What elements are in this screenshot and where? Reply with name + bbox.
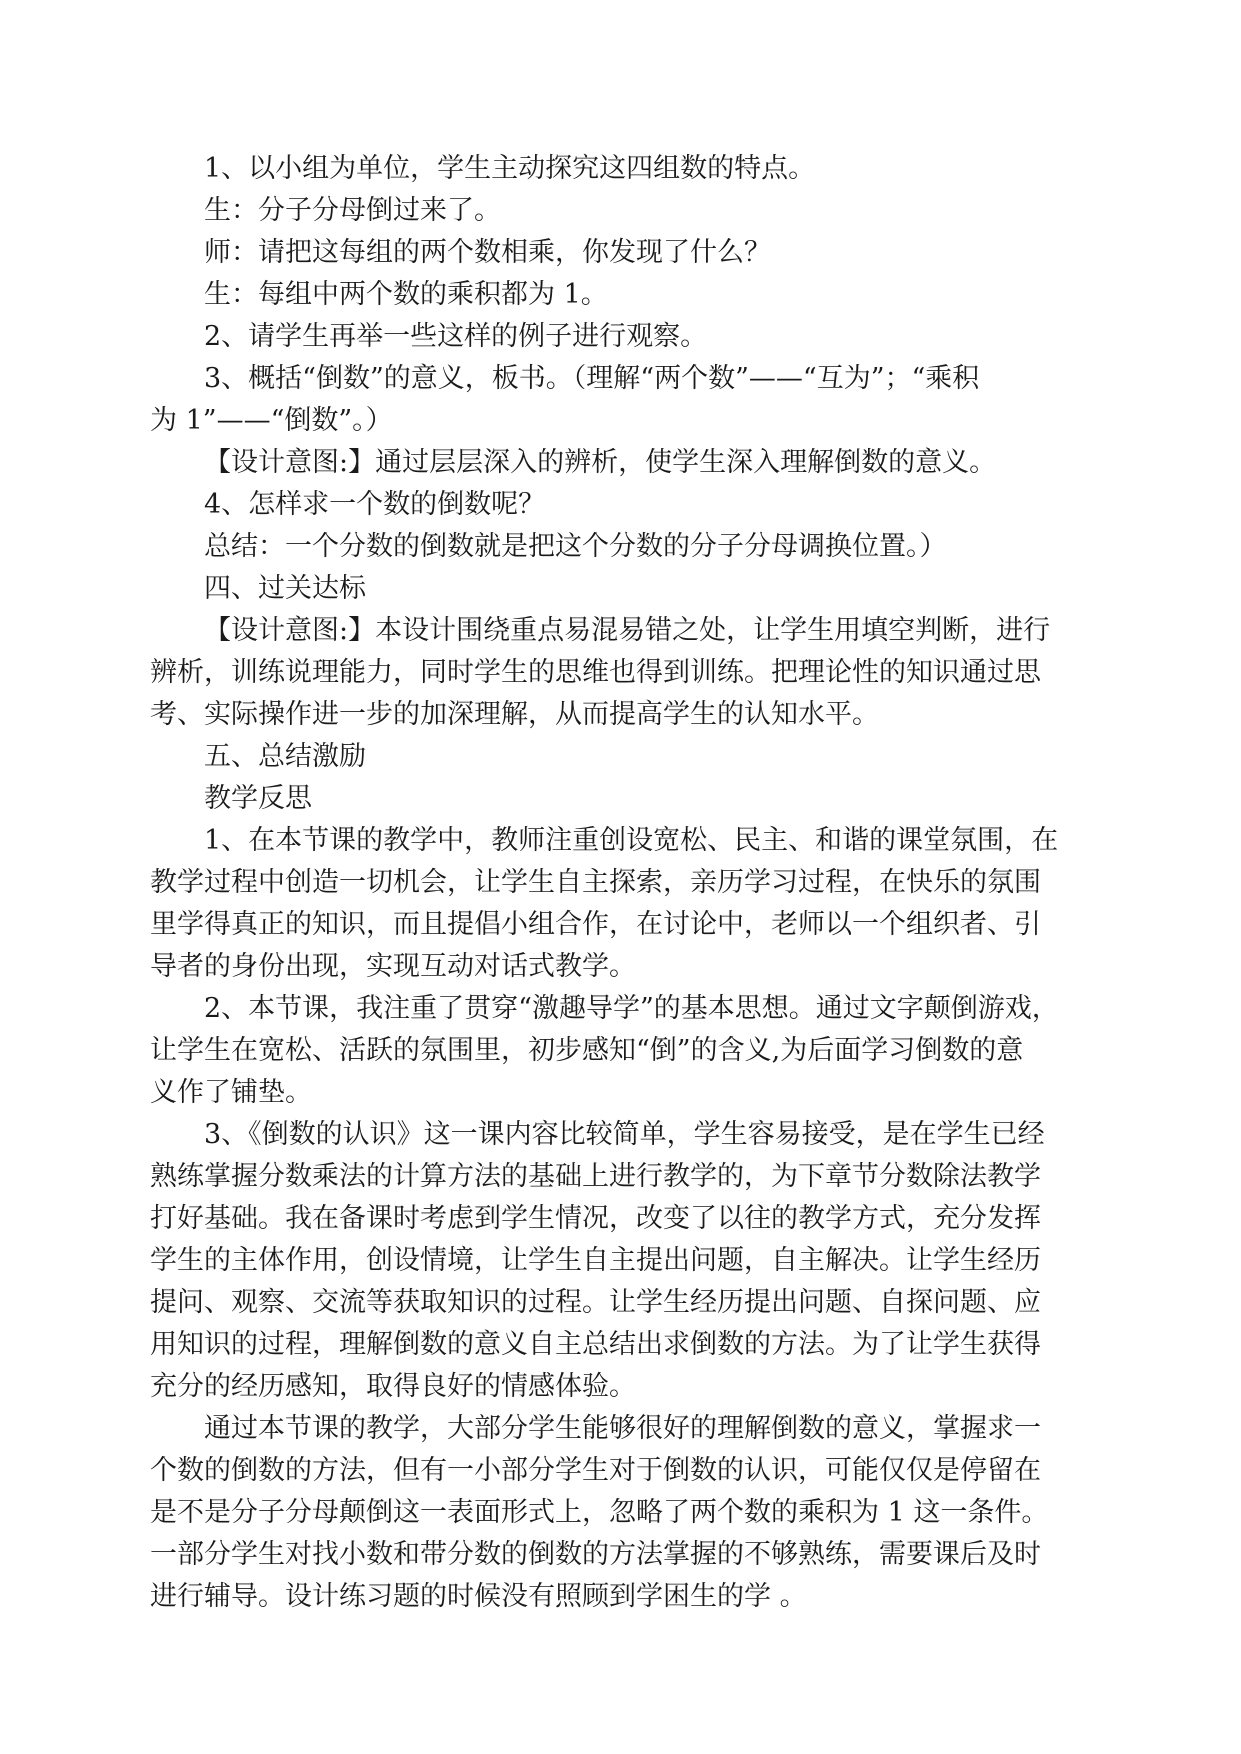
paragraph (150, 274, 1140, 316)
section-heading (150, 568, 1140, 610)
text-line: 考、实际操作进一步的加深理解，从而提高学生的认知水平。 (150, 699, 879, 730)
text-line: 4、怎样求一个数的倒数呢？ (204, 489, 546, 520)
text-line: 打好基础。我在备课时考虑到学生情况，改变了以往的教学方式，充分发挥 (150, 1203, 1041, 1234)
text-line: 五、总结激励 (204, 741, 366, 772)
text-line: 生：每组中两个数的乘积都为 1。 (204, 279, 608, 310)
text-line: 师：请把这每组的两个数相乘，你发现了什么？ (204, 237, 771, 268)
text-line: 让学生在宽松、活跃的氛围里，初步感知“倒”的含义,为后面学习倒数的意 (150, 1035, 1024, 1066)
section-heading (150, 778, 1140, 820)
text-line: 义作了铺垫。 (150, 1077, 312, 1108)
text-line: 学生的主体作用，创设情境，让学生自主提出问题，自主解决。让学生经历 (150, 1245, 1041, 1276)
text-line: 【设计意图:】通过层层深入的辨析，使学生深入理解倒数的意义。 (204, 447, 997, 478)
text-line: 教学过程中创造一切机会，让学生自主探索，亲历学习过程，在快乐的氛围 (150, 867, 1041, 898)
text-line: 辨析，训练说理能力，同时学生的思维也得到训练。把理论性的知识通过思 (150, 657, 1041, 688)
text-line: 1、在本节课的教学中，教师注重创设宽松、民主、和谐的课堂氛围，在 (204, 825, 1059, 856)
text-line: 教学反思 (204, 783, 312, 814)
text-line: 【设计意图:】本设计围绕重点易混易错之处，让学生用填空判断，进行 (204, 615, 1051, 646)
text-line: 通过本节课的教学，大部分学生能够很好的理解倒数的意义，掌握求一 (204, 1413, 1041, 1444)
section-heading (150, 736, 1140, 778)
text-line: 提问、观察、交流等获取知识的过程。让学生经历提出问题、自探问题、应 (150, 1287, 1041, 1318)
paragraph (150, 484, 1140, 526)
paragraph (150, 988, 1140, 1114)
text-line: 3、《倒数的认识》这一课内容比较简单，学生容易接受，是在学生已经 (204, 1119, 1045, 1150)
text-line: 是不是分子分母颠倒这一表面形式上，忽略了两个数的乘积为 1 这一条件。 (150, 1497, 1049, 1528)
text-line: 进行辅导。设计练习题的时候没有照顾到学困生的学 。 (150, 1581, 807, 1612)
paragraph (150, 526, 1140, 568)
text-line: 个数的倒数的方法，但有一小部分学生对于倒数的认识，可能仅仅是停留在 (150, 1455, 1041, 1486)
paragraph (150, 148, 1140, 190)
paragraph (150, 610, 1140, 736)
paragraph (150, 316, 1140, 358)
text-line: 用知识的过程，理解倒数的意义自主总结出求倒数的方法。为了让学生获得 (150, 1329, 1041, 1360)
text-line: 总结：一个分数的倒数就是把这个分数的分子分母调换位置。） (204, 531, 947, 562)
text-line: 四、过关达标 (204, 573, 366, 604)
text-line: 1、以小组为单位，学生主动探究这四组数的特点。 (204, 153, 816, 184)
text-line: 熟练掌握分数乘法的计算方法的基础上进行教学的，为下章节分数除法教学 (150, 1161, 1041, 1192)
text-line: 里学得真正的知识，而且提倡小组合作，在讨论中，老师以一个组织者、引 (150, 909, 1041, 940)
paragraph (150, 232, 1140, 274)
text-line: 充分的经历感知，取得良好的情感体验。 (150, 1371, 636, 1402)
paragraph (150, 442, 1140, 484)
paragraph (150, 1408, 1140, 1618)
paragraph (150, 820, 1140, 988)
paragraph (150, 358, 1140, 442)
text-line: 生：分子分母倒过来了。 (204, 195, 501, 226)
document-body (150, 148, 1140, 1618)
text-line: 为 1”——“倒数”。） (150, 405, 393, 436)
text-line: 导者的身份出现，实现互动对话式教学。 (150, 951, 636, 982)
text-line: 一部分学生对找小数和带分数的倒数的方法掌握的不够熟练，需要课后及时 (150, 1539, 1041, 1570)
text-line: 2、请学生再举一些这样的例子进行观察。 (204, 321, 708, 352)
text-line: 3、概括“倒数”的意义，板书。（理解“两个数”——“互为”；“乘积 (204, 363, 980, 394)
paragraph (150, 190, 1140, 232)
paragraph (150, 1114, 1140, 1408)
text-line: 2、本节课，我注重了贯穿“激趣导学”的基本思想。通过文字颠倒游戏， (204, 993, 1059, 1024)
